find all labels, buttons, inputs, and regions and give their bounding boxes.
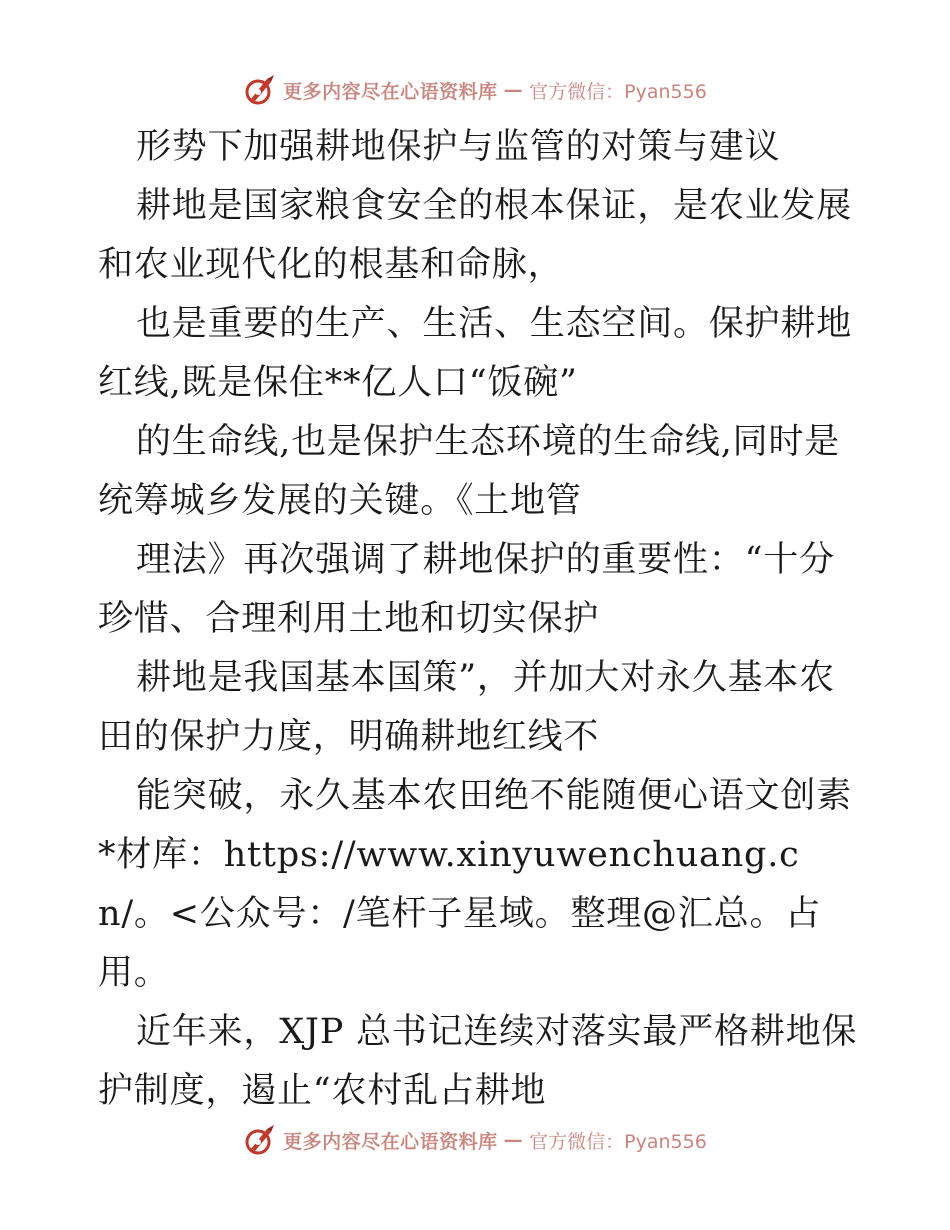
paragraph: 的生命线,也是保护生态环境的生命线,同时是统筹城乡发展的关键。《土地管	[98, 422, 841, 521]
quill-logo-icon	[243, 73, 277, 107]
paragraph: 近年来，XJP 总书记连续对落实最严格耕地保护制度，遏止“农村乱占耕地	[98, 1012, 858, 1111]
paragraph: 能突破，永久基本农田绝不能随便心语文创素*材库：https://www.xinyuwenchuang.cn/。<公众号：/笔杆子星域。整理@汇总。占用。	[98, 776, 853, 993]
banner-main-text: 更多内容尽在心语资料库	[283, 1130, 498, 1153]
banner-wechat-text: 官方微信：Pyan556	[529, 1130, 707, 1153]
paragraph: 也是重要的生产、生活、生态空间。保护耕地红线,既是保住**亿人口“饭碗”	[98, 304, 853, 403]
banner-separator: —	[503, 79, 524, 101]
banner-main-text: 更多内容尽在心语资料库	[283, 80, 498, 103]
paragraph: 耕地是国家粮食安全的根本保证，是农业发展和农业现代化的根基和命脉，	[98, 186, 853, 285]
paragraph: 理法》再次强调了耕地保护的重要性：“十分珍惜、合理利用土地和切实保护	[98, 540, 835, 639]
header-banner	[0, 70, 950, 110]
doc-title: 形势下加强耕地保护与监管的对策与建议	[136, 127, 781, 167]
banner-wechat-text: 官方微信：Pyan556	[529, 80, 707, 103]
footer-banner	[0, 1120, 950, 1160]
quill-logo-icon	[243, 1123, 277, 1157]
banner-separator: —	[503, 1129, 524, 1151]
document-body	[98, 118, 858, 1121]
paragraph: 耕地是我国基本国策”，并加大对永久基本农田的保护力度，明确耕地红线不	[98, 658, 835, 757]
